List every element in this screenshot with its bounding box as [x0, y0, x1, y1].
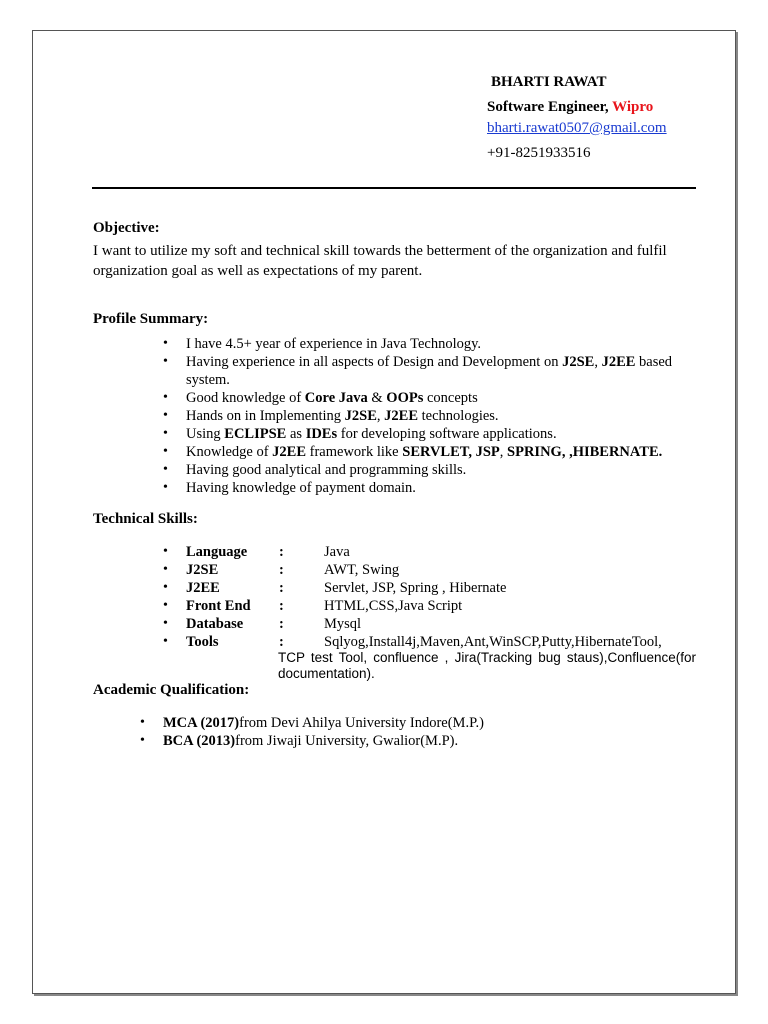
skill-row [163, 543, 703, 561]
job-title [487, 99, 653, 116]
summary-item-text: concepts [423, 390, 478, 406]
skill-colon: : [279, 562, 284, 578]
qualification-detail: from Devi Ahilya University Indore(M.P.) [239, 715, 484, 731]
summary-item-text: I have 4.5+ year of experience in Java Technology. [186, 336, 482, 352]
candidate-name: BHARTI RAWAT [491, 74, 607, 90]
summary-item-text: Having good analytical and programming skills. [186, 462, 467, 478]
skill-colon: : [279, 580, 284, 596]
academic-list [140, 714, 700, 750]
skill-row [163, 561, 703, 579]
skill-name: • Database [186, 616, 244, 632]
qualification-item [140, 732, 700, 750]
summary-item-text: , [594, 354, 602, 370]
skill-row [163, 579, 703, 597]
qualification-detail: from Jiwaji University, Gwalior(M.P). [235, 733, 459, 749]
summary-item [163, 335, 703, 353]
summary-item-text: technologies. [418, 408, 499, 424]
skill-value: Sqlyog,Install4j,Maven,Ant,WinSCP,Putty,HibernateTool, [324, 634, 662, 650]
summary-item-text: IDEs [305, 426, 338, 442]
summary-item [163, 407, 703, 425]
skill-name: • Language [186, 544, 248, 560]
skill-colon: : [279, 634, 284, 650]
summary-item-text: J2SE [562, 354, 595, 370]
summary-item-text: , [499, 444, 508, 460]
skill-value: HTML,CSS,Java Script [324, 598, 463, 614]
summary-item [163, 389, 703, 407]
objective-text: I want to utilize my soft and technical skill towards the betterment of the organization and fulfil organization goal as well as expectations of my parent. [93, 243, 667, 279]
academic-title: Academic Qualification: [93, 682, 250, 698]
header-divider [92, 187, 696, 189]
summary-item-text: J2EE [272, 444, 307, 460]
summary-item-text: J2EE [601, 354, 636, 370]
summary-item-text: Using [186, 426, 225, 442]
qualification-degree: BCA (2013) [163, 733, 236, 749]
phone-number: +91-8251933516 [487, 145, 591, 161]
summary-item [163, 353, 703, 389]
summary-item-text: as [286, 426, 306, 442]
summary-item-text: for developing software applications. [337, 426, 557, 442]
summary-item-text: Having experience in all aspects of Design and Development on [186, 354, 563, 370]
summary-item-text: based system. [186, 354, 673, 388]
skill-colon: : [279, 598, 284, 614]
summary-item-text: ECLIPSE [224, 426, 287, 442]
company-name: Wipro [612, 99, 654, 115]
summary-item-text: Core Java [304, 390, 368, 406]
summary-item-text: SPRING, ,HIBERNATE. [507, 444, 663, 460]
skill-value: AWT, Swing [324, 562, 400, 578]
skill-name: • Front End [186, 598, 251, 614]
profile-summary-title: Profile Summary: [93, 311, 209, 327]
summary-item-text: & [367, 390, 387, 406]
skill-name: • Tools [186, 634, 219, 650]
summary-item [163, 425, 703, 443]
summary-item [163, 479, 703, 497]
skill-colon: : [279, 616, 284, 632]
objective-title: Objective: [93, 220, 160, 236]
summary-item-text: J2SE [344, 408, 377, 424]
skill-value: Servlet, JSP, Spring , Hibernate [324, 580, 507, 596]
summary-item-text: framework like [306, 444, 403, 460]
qualification-item [140, 714, 700, 732]
skill-colon: : [279, 544, 284, 560]
summary-item [163, 443, 703, 461]
summary-item [163, 461, 703, 479]
technical-skills-title: Technical Skills: [93, 511, 198, 527]
summary-item-text: Knowledge of [186, 444, 273, 460]
summary-item-text: Good knowledge of [186, 390, 305, 406]
skill-name: • J2SE [186, 562, 219, 578]
skill-row [163, 633, 703, 651]
summary-item-text: OOPs [386, 390, 424, 406]
summary-item-text: Hands on in Implementing [186, 408, 345, 424]
profile-summary-list [163, 335, 703, 497]
skill-name: • J2EE [186, 580, 220, 596]
skill-value: Java [324, 544, 350, 560]
email-link[interactable]: bharti.rawat0507@gmail.com [487, 120, 667, 136]
skill-row [163, 597, 703, 615]
job-role: Software Engineer, [487, 99, 613, 115]
summary-item-text: SERVLET, JSP [402, 444, 500, 460]
tools-continuation: TCP test Tool, confluence , Jira(Tracking bug staus),Confluence(for documentation). [278, 650, 696, 681]
summary-item-text: , [376, 408, 385, 424]
skill-row [163, 615, 703, 633]
skill-value: Mysql [324, 616, 362, 632]
summary-item-text: Having knowledge of payment domain. [186, 480, 416, 496]
summary-item-text: J2EE [384, 408, 419, 424]
qualification-degree: MCA (2017) [163, 715, 240, 731]
technical-skills-list [163, 543, 703, 651]
